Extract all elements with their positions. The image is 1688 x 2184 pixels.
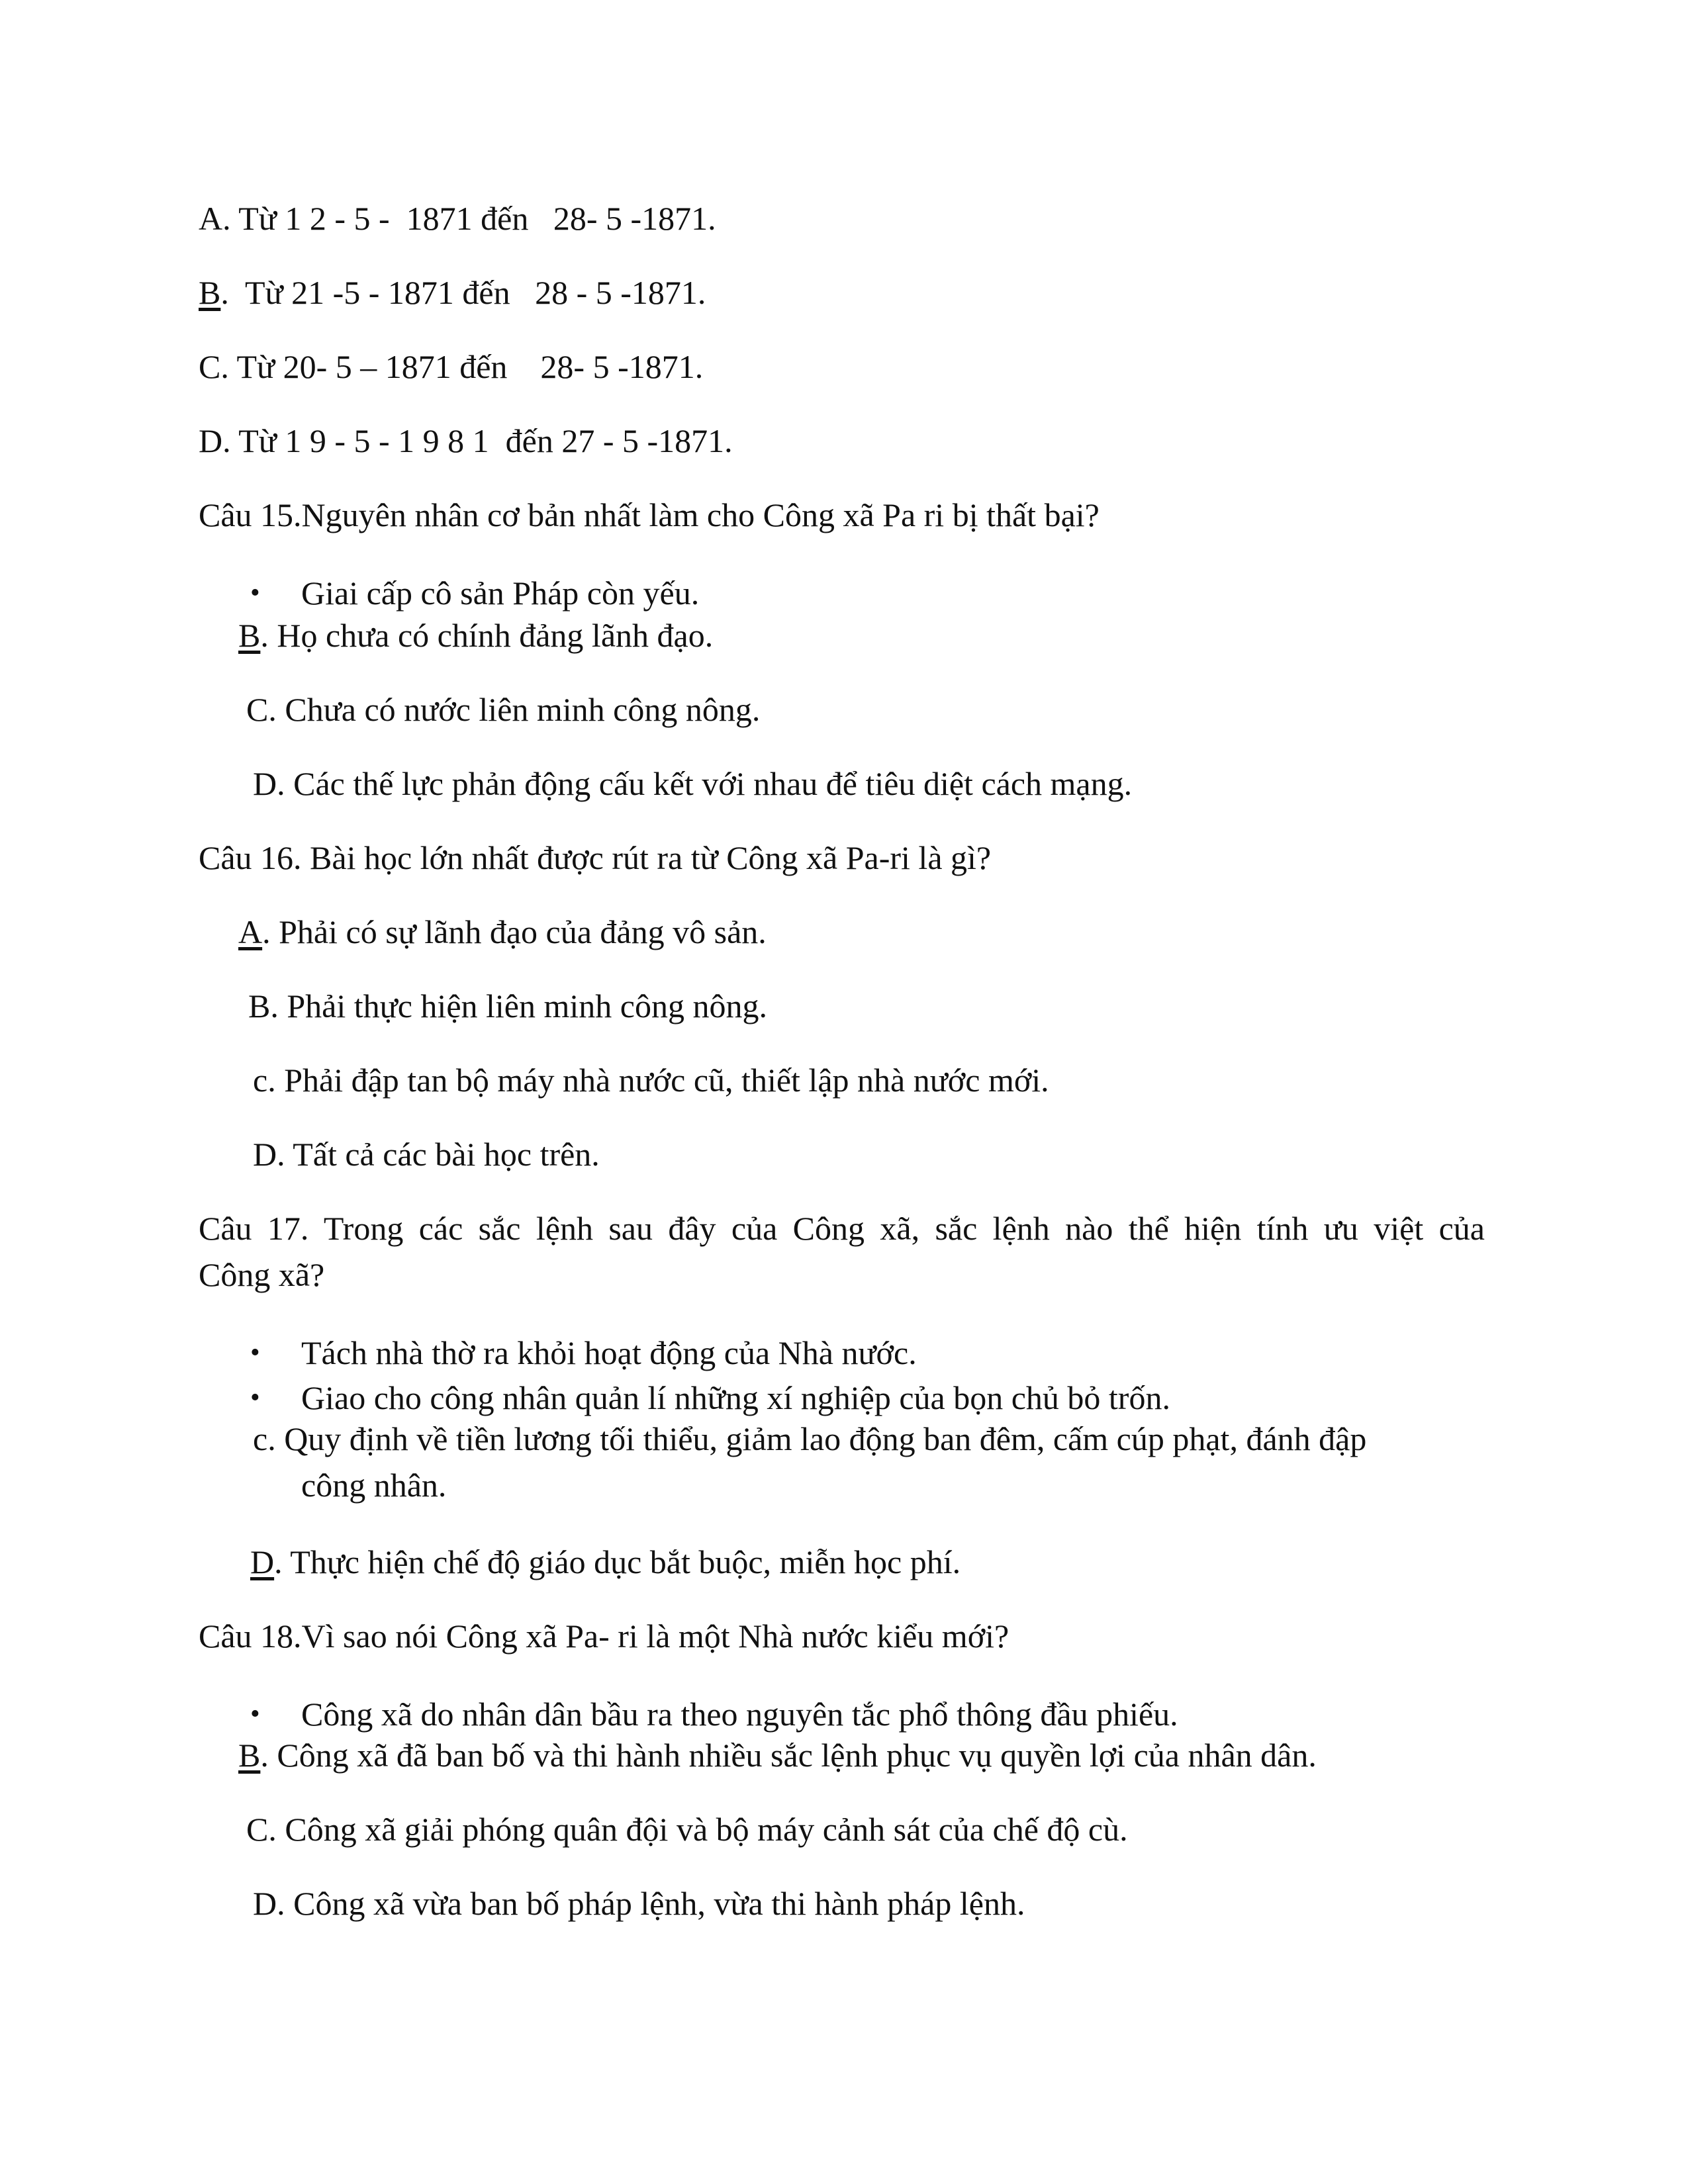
q15-option-d: D. Các thế lực phản động cấu kết với nhau để tiêu diệt cách mạng. — [253, 765, 1133, 802]
q18-option-c: C. Công xã giải phóng quân đội và bộ máy cảnh sát của chế độ cù. — [246, 1811, 1128, 1848]
q17-option-c-line2: công nhân. — [301, 1467, 447, 1504]
q18-option-b — [238, 1735, 1317, 1775]
bullet-icon: • — [250, 1699, 260, 1729]
bullet-icon: • — [250, 578, 260, 608]
q16-option-c: c. Phải đập tan bộ máy nhà nước cũ, thiết lập nhà nước mới. — [253, 1062, 1049, 1099]
bullet-icon: • — [250, 1383, 260, 1413]
q14-option-b — [199, 273, 706, 312]
q18-question: Câu 18.Vì sao nói Công xã Pa- ri là một Nhà nước kiểu mới? — [199, 1617, 1009, 1655]
q18-option-a: Công xã do nhân dân bầu ra theo nguyên tắc phổ thông đầu phiếu. — [301, 1696, 1178, 1733]
q15-option-c: C. Chưa có nước liên minh công nông. — [246, 691, 761, 728]
q17-question-line1: Câu 17. Trong các sắc lệnh sau đây của Công xã, sắc lệnh nào thể hiện tính ưu việt của — [199, 1210, 1485, 1247]
q15-option-a: Giai cấp cô sản Pháp còn yếu. — [301, 574, 700, 612]
answer-letter: D — [250, 1543, 275, 1580]
q18-option-d: D. Công xã vừa ban bố pháp lệnh, vừa thi hành pháp lệnh. — [253, 1885, 1025, 1922]
option-text: . Phải có sự lãnh đạo của đảng vô sản. — [262, 913, 767, 950]
q14-option-d: D. Từ 1 9 - 5 - 1 9 8 1 đến 27 - 5 -1871. — [199, 422, 733, 459]
q16-option-d: D. Tất cả các bài học trên. — [253, 1136, 600, 1173]
option-text: . Họ chưa có chính đảng lãnh đạo. — [260, 617, 714, 654]
q16-question: Câu 16. Bài học lớn nhất được rút ra từ Công xã Pa-ri là gì? — [199, 839, 992, 876]
q16-option-b: B. Phải thực hiện liên minh công nông. — [248, 987, 767, 1024]
q16-option-a — [238, 912, 767, 952]
q17-option-c-line1: c. Quy định về tiền lương tối thiểu, giảm lao động ban đêm, cấm cúp phạt, đánh đập — [253, 1420, 1367, 1457]
q15-question: Câu 15.Nguyên nhân cơ bản nhất làm cho Công xã Pa ri bị thất bại? — [199, 496, 1100, 533]
option-text: . Từ 21 -5 - 1871 đến 28 - 5 -1871. — [220, 274, 706, 311]
bullet-icon: • — [250, 1338, 260, 1368]
q14-option-c: C. Từ 20- 5 – 1871 đến 28- 5 -1871. — [199, 348, 704, 385]
q17-option-d — [250, 1542, 961, 1582]
option-text: . Công xã đã ban bố và thi hành nhiều sắc lệnh phục vụ quyền lợi của nhân dân. — [260, 1737, 1317, 1774]
answer-letter: A — [238, 913, 263, 950]
q14-option-a: A. Từ 1 2 - 5 - 1871 đến 28- 5 -1871. — [199, 200, 716, 237]
answer-letter: B — [238, 1737, 261, 1774]
q17-option-b: Giao cho công nhân quản lí những xí nghiệp của bọn chủ bỏ trốn. — [301, 1379, 1170, 1416]
q15-option-b — [238, 615, 713, 655]
answer-letter: B — [238, 617, 261, 654]
answer-letter: B — [199, 274, 221, 311]
option-text: . Thực hiện chế độ giáo dục bắt buộc, miễn học phí. — [274, 1543, 961, 1580]
q17-question-line2: Công xã? — [199, 1256, 325, 1293]
q17-option-a: Tách nhà thờ ra khỏi hoạt động của Nhà nước. — [301, 1334, 917, 1371]
